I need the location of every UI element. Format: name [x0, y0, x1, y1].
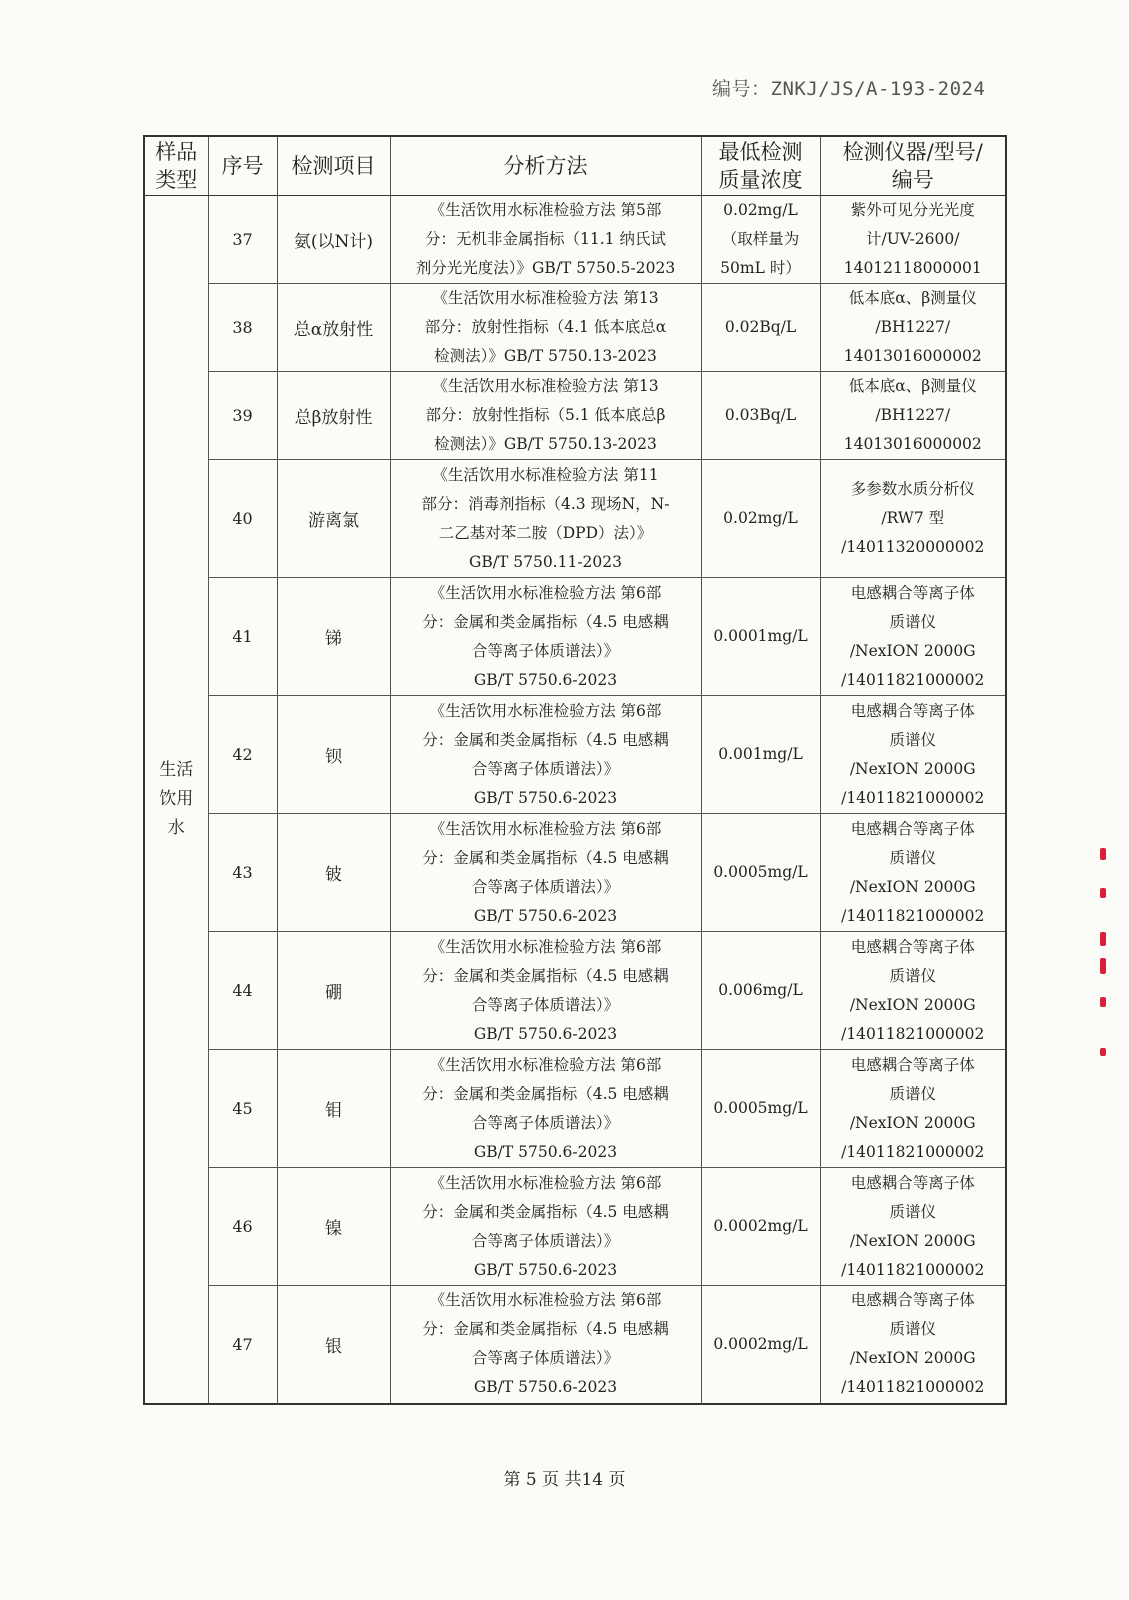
instrument-cell: 电感耦合等离子体 质谱仪 /NexION 2000G /14011821000002 — [820, 1050, 1006, 1168]
instrument-cell: 紫外可见分光光度 计/UV-2600/ 14012118000001 — [820, 196, 1006, 284]
instrument-cell: 多参数水质分析仪 /RW7 型 /14011320000002 — [820, 460, 1006, 578]
table-row — [144, 1168, 1006, 1286]
table-row — [144, 932, 1006, 1050]
stamp-edge-mark — [1100, 888, 1106, 898]
detection-limit-cell: 0.03Bq/L — [701, 372, 820, 460]
row-index: 40 — [208, 460, 277, 578]
detection-limit-cell: 0.0002mg/L — [701, 1168, 820, 1286]
page-footer: 第 5 页 共14 页 — [503, 1470, 626, 1490]
test-item-cell: 镍 — [277, 1168, 390, 1286]
detection-limit-cell: 0.0005mg/L — [701, 1050, 820, 1168]
row-index: 39 — [208, 372, 277, 460]
test-item-cell: 铍 — [277, 814, 390, 932]
row-index: 38 — [208, 284, 277, 372]
table-row — [144, 696, 1006, 814]
header-sample-type: 样品 类型 — [144, 136, 208, 196]
detection-limit-cell: 0.02Bq/L — [701, 284, 820, 372]
instrument-cell: 电感耦合等离子体 质谱仪 /NexION 2000G /14011821000002 — [820, 578, 1006, 696]
table-row — [144, 196, 1006, 284]
row-index: 42 — [208, 696, 277, 814]
table-row — [144, 1050, 1006, 1168]
instrument-cell: 电感耦合等离子体 质谱仪 /NexION 2000G /14011821000002 — [820, 696, 1006, 814]
header-method: 分析方法 — [390, 136, 701, 196]
stamp-edge-mark — [1100, 1048, 1106, 1056]
method-cell: 《生活饮用水标准检验方法 第6部 分：金属和类金属指标（4.5 电感耦 合等离子体质谱法）》 GB/T 5750.6-2023 — [390, 932, 701, 1050]
method-cell: 《生活饮用水标准检验方法 第6部 分：金属和类金属指标（4.5 电感耦 合等离子体质谱法）》 GB/T 5750.6-2023 — [390, 814, 701, 932]
table-row — [144, 372, 1006, 460]
table-header-row — [144, 136, 1006, 196]
sample-type-cell: 生活 饮用 水 — [144, 196, 208, 1404]
table-row — [144, 460, 1006, 578]
table-row — [144, 1286, 1006, 1404]
table-row — [144, 578, 1006, 696]
test-method-table — [143, 135, 1007, 1405]
method-cell: 《生活饮用水标准检验方法 第6部 分：金属和类金属指标（4.5 电感耦 合等离子体质谱法）》 GB/T 5750.6-2023 — [390, 578, 701, 696]
test-item-cell: 氨(以N计) — [277, 196, 390, 284]
table-row — [144, 814, 1006, 932]
header-test-item: 检测项目 — [277, 136, 390, 196]
row-index: 44 — [208, 932, 277, 1050]
test-item-cell: 钡 — [277, 696, 390, 814]
method-cell: 《生活饮用水标准检验方法 第6部 分：金属和类金属指标（4.5 电感耦 合等离子体质谱法）》 GB/T 5750.6-2023 — [390, 696, 701, 814]
detection-limit-cell: 0.001mg/L — [701, 696, 820, 814]
row-index: 43 — [208, 814, 277, 932]
row-index: 41 — [208, 578, 277, 696]
detection-limit-cell: 0.02mg/L — [701, 460, 820, 578]
instrument-cell: 低本底α、β测量仪 /BH1227/ 14013016000002 — [820, 372, 1006, 460]
header-instrument: 检测仪器/型号/ 编号 — [820, 136, 1006, 196]
header-detection-limit: 最低检测 质量浓度 — [701, 136, 820, 196]
table-row — [144, 284, 1006, 372]
test-item-cell: 钼 — [277, 1050, 390, 1168]
instrument-cell: 电感耦合等离子体 质谱仪 /NexION 2000G /14011821000002 — [820, 814, 1006, 932]
stamp-edge-mark — [1100, 997, 1106, 1007]
instrument-cell: 电感耦合等离子体 质谱仪 /NexION 2000G /14011821000002 — [820, 1286, 1006, 1404]
detection-limit-cell: 0.0001mg/L — [701, 578, 820, 696]
row-index: 46 — [208, 1168, 277, 1286]
stamp-edge-mark — [1100, 848, 1106, 860]
test-item-cell: 总β放射性 — [277, 372, 390, 460]
test-item-cell: 银 — [277, 1286, 390, 1404]
header-index: 序号 — [208, 136, 277, 196]
detection-limit-cell: 0.02mg/L （取样量为 50mL 时） — [701, 196, 820, 284]
method-cell: 《生活饮用水标准检验方法 第11 部分：消毒剂指标（4.3 现场N，N- 二乙基对苯二胺（DPD）法）》 GB/T 5750.11-2023 — [390, 460, 701, 578]
instrument-cell: 电感耦合等离子体 质谱仪 /NexION 2000G /14011821000002 — [820, 1168, 1006, 1286]
test-item-cell: 锑 — [277, 578, 390, 696]
detection-limit-cell: 0.006mg/L — [701, 932, 820, 1050]
detection-limit-cell: 0.0002mg/L — [701, 1286, 820, 1404]
detection-limit-cell: 0.0005mg/L — [701, 814, 820, 932]
test-item-cell: 游离氯 — [277, 460, 390, 578]
document-number: 编号：ZNKJ/JS/A-193-2024 — [712, 78, 986, 100]
stamp-edge-mark — [1100, 958, 1106, 974]
test-item-cell: 硼 — [277, 932, 390, 1050]
method-cell: 《生活饮用水标准检验方法 第13 部分：放射性指标（5.1 低本底总β 检测法）》GB/T 5750.13-2023 — [390, 372, 701, 460]
method-cell: 《生活饮用水标准检验方法 第5部 分：无机非金属指标（11.1 纳氏试 剂分光光度法）》GB/T 5750.5-2023 — [390, 196, 701, 284]
instrument-cell: 低本底α、β测量仪 /BH1227/ 14013016000002 — [820, 284, 1006, 372]
row-index: 37 — [208, 196, 277, 284]
method-cell: 《生活饮用水标准检验方法 第6部 分：金属和类金属指标（4.5 电感耦 合等离子体质谱法）》 GB/T 5750.6-2023 — [390, 1050, 701, 1168]
test-item-cell: 总α放射性 — [277, 284, 390, 372]
row-index: 45 — [208, 1050, 277, 1168]
method-cell: 《生活饮用水标准检验方法 第6部 分：金属和类金属指标（4.5 电感耦 合等离子体质谱法）》 GB/T 5750.6-2023 — [390, 1168, 701, 1286]
method-cell: 《生活饮用水标准检验方法 第13 部分：放射性指标（4.1 低本底总α 检测法）》GB/T 5750.13-2023 — [390, 284, 701, 372]
method-cell: 《生活饮用水标准检验方法 第6部 分：金属和类金属指标（4.5 电感耦 合等离子体质谱法）》 GB/T 5750.6-2023 — [390, 1286, 701, 1404]
row-index: 47 — [208, 1286, 277, 1404]
instrument-cell: 电感耦合等离子体 质谱仪 /NexION 2000G /14011821000002 — [820, 932, 1006, 1050]
stamp-edge-mark — [1100, 932, 1106, 946]
